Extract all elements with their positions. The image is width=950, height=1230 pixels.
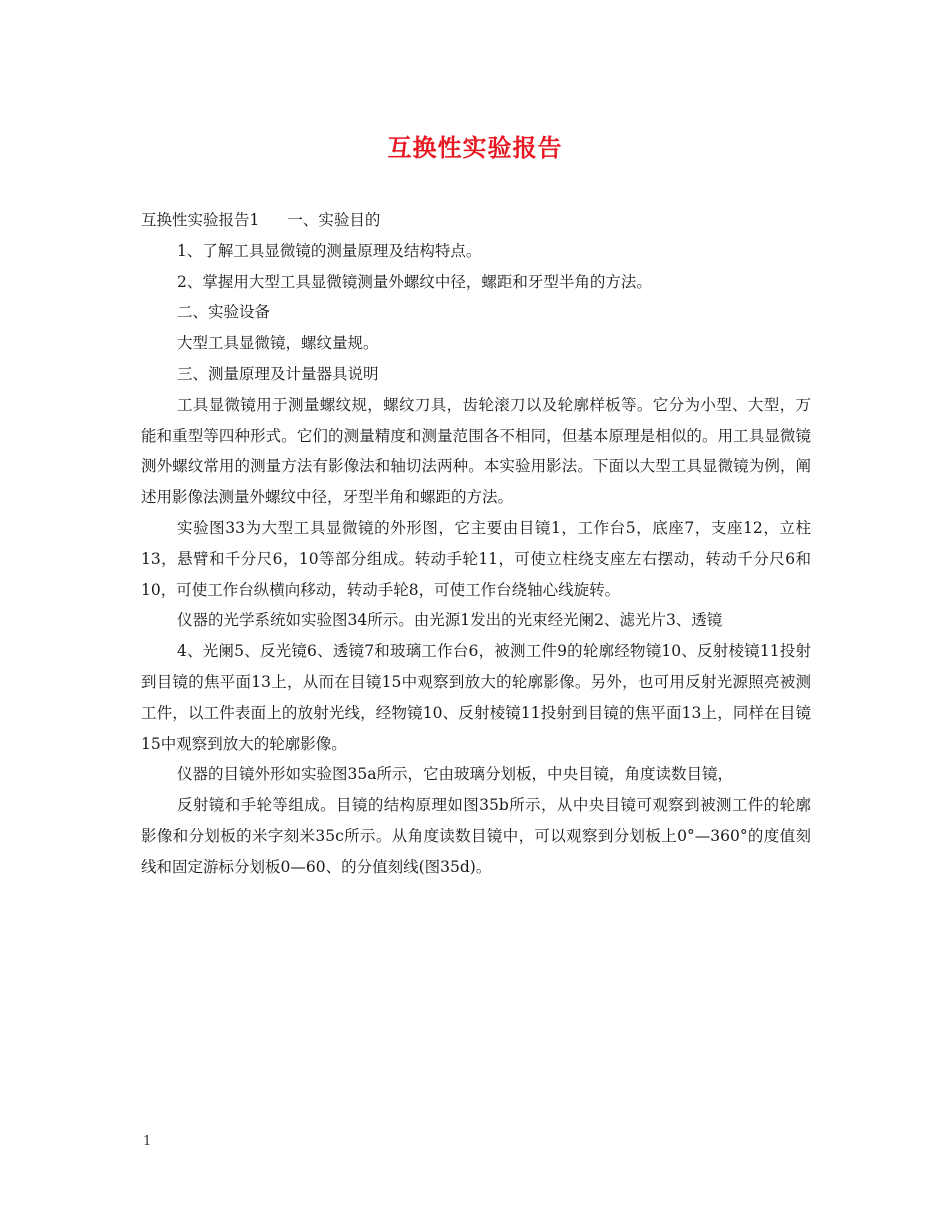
page-number: 1 bbox=[143, 1134, 152, 1149]
paragraph: 工具显微镜用于测量螺纹规，螺纹刀具，齿轮滚刀以及轮廓样板等。它分为小型、大型，万能和重型等四种形式。它们的测量精度和测量范围各不相同，但基本原理是相似的。用工具显微镜测外螺纹常用的测量方法有影像法和轴切法两种。本实验用影法。下面以大型工具显微镜为例，阐述用影像法测量外螺纹中径，牙型半角和螺距的方法。 bbox=[141, 395, 811, 507]
paragraph: 仪器的目镜外形如实验图35a所示，它由玻璃分划板，中央目镜，角度读数目镜， bbox=[177, 765, 733, 784]
document-title: 互换性实验报告 bbox=[387, 134, 563, 162]
paragraph: 仪器的光学系统如实验图34所示。由光源1发出的光束经光阑2、滤光片3、透镜 bbox=[177, 611, 723, 630]
paragraph: 4、光阑5、反光镜6、透镜7和玻璃工作台6，被测工件9的轮廓经物镜10、反射棱镜11投射到目镜的焦平面13上，从而在目镜15中观察到放大的轮廓影像。另外，也可用反射光源照亮被测工件，以工件表面上的放射光线，经物镜10、反射棱镜11投射到目镜的焦平面13上，同样在目镜15中观察到放大的轮廓影像。 bbox=[141, 642, 811, 753]
paragraph: 反射镜和手轮等组成。目镜的结构原理如图35b所示，从中央目镜可观察到被测工件的轮廓影像和分划板的米字刻米35c所示。从角度读数目镜中，可以观察到分划板上0°—360°的度值刻线和固定游标分划板0—60、的分值刻线(图35d)。 bbox=[141, 796, 811, 876]
paragraph: 2、掌握用大型工具显微镜测量外螺纹中径，螺距和牙型半角的方法。 bbox=[177, 272, 652, 291]
report-label: 互换性实验报告1 bbox=[141, 211, 260, 229]
section-heading-purpose: 一、实验目的 bbox=[287, 211, 381, 229]
section-heading-principle: 三、测量原理及计量器具说明 bbox=[177, 364, 379, 383]
intro-line bbox=[141, 205, 811, 236]
document-body bbox=[141, 205, 811, 883]
paragraph: 1、了解工具显微镜的测量原理及结构特点。 bbox=[177, 241, 482, 260]
paragraph: 实验图33为大型工具显微镜的外形图，它主要由目镜1，工作台5，底座7，支座12，立柱13，悬臂和千分尺6，10等部分组成。转动手轮11，可使立柱绕支座左右摆动，转动千分尺6和10，可使工作台纵横向移动，转动手轮8，可使工作台绕轴心线旋转。 bbox=[141, 518, 811, 599]
paragraph: 大型工具显微镜，螺纹量规。 bbox=[177, 334, 379, 353]
section-heading-equipment: 二、实验设备 bbox=[177, 303, 271, 322]
